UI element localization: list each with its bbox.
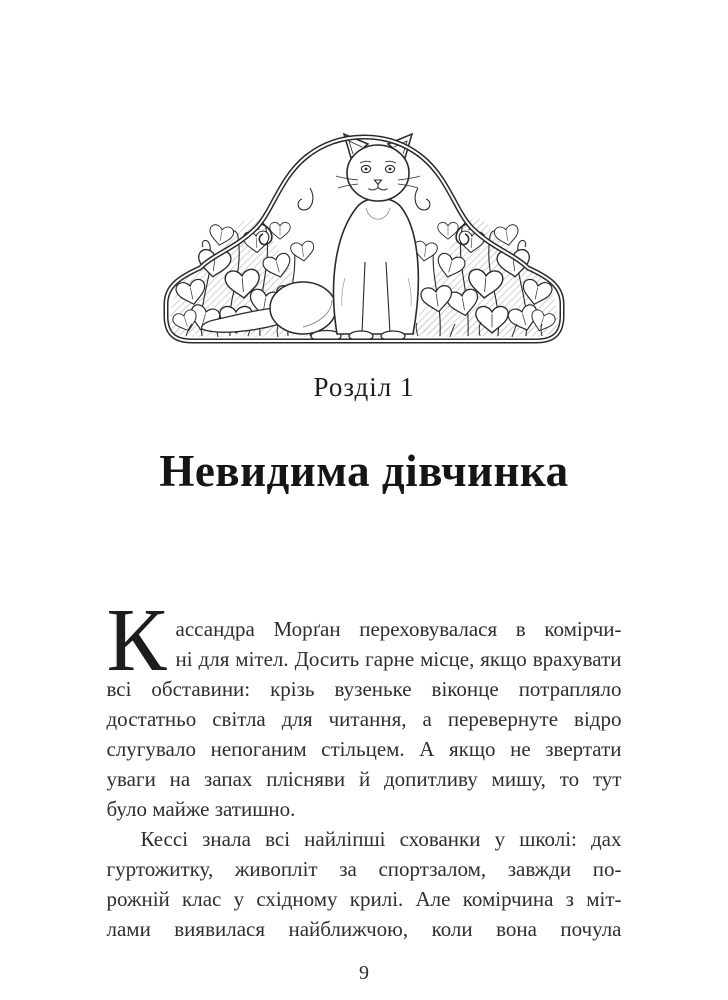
chapter-illustration xyxy=(160,128,568,352)
text-line: гуртожитку, живопліт за спортзалом, завжди по- xyxy=(106,857,622,881)
paragraph-2 xyxy=(107,824,622,944)
body-text xyxy=(106,591,622,944)
text-line: слугувало непоганим стільцем. А якщо не звертати xyxy=(106,737,622,761)
dropcap: К xyxy=(106,591,167,690)
text-line: лами виявилася найближчою, коли вона почула xyxy=(106,917,622,941)
paragraph-1 xyxy=(106,591,622,824)
text-line: уваги на запах плісняви й допитливу мишу, то тут xyxy=(106,767,622,791)
chapter-title: Невидима дівчинка xyxy=(159,446,569,496)
text-line: було майже затишно. xyxy=(106,797,296,821)
cat-vignette-illustration xyxy=(160,128,568,352)
chapter-label: Розділ 1 xyxy=(313,372,415,402)
text-line: всі обставини: крізь вузеньке віконце потрапляло xyxy=(106,677,622,701)
text-line: рожній клас у східному крилі. Але комірчина з міт- xyxy=(106,887,622,911)
text-line: Кессі знала всі найліпші схованки у школі: дах xyxy=(140,827,622,851)
text-line: ассандра Морґан переховувалася в комірчи- xyxy=(175,617,622,641)
text-line: достатньо світла для читання, а перевернуте відро xyxy=(106,707,622,731)
text-line: ні для мітел. Досить гарне місце, якщо врахувати xyxy=(175,647,622,671)
page-number: 9 xyxy=(359,962,369,984)
